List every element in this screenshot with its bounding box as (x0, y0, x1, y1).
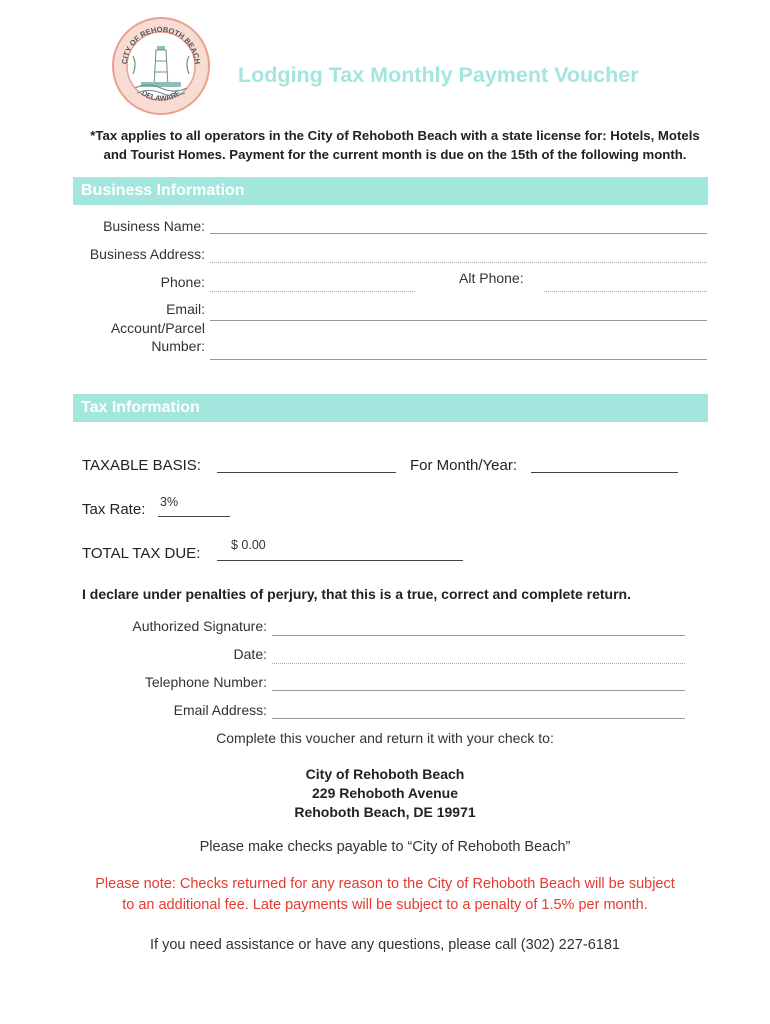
tax-rate-label: Tax Rate: (82, 501, 146, 518)
email-address-field[interactable] (272, 718, 685, 719)
mailing-address (0, 765, 770, 822)
assistance-text: If you need assistance or have any questions, please call (302) 227-6181 (150, 937, 620, 953)
perjury-declaration: I declare under penalties of perjury, that this is a true, correct and complete return. (82, 586, 631, 602)
account-parcel-label: Account/Parcel (110, 320, 205, 336)
month-year-field[interactable] (531, 472, 678, 473)
telephone-number-label: Telephone Number: (144, 674, 267, 690)
tax-info-header (73, 394, 708, 422)
address-line-2: 229 Rehoboth Avenue (312, 785, 458, 801)
business-address-label: Business Address: (89, 246, 205, 262)
city-seal-logo (111, 16, 211, 116)
note-line-2: to an additional fee. Late payments will be subject to a penalty of 1.5% per month. (122, 897, 648, 913)
telephone-number-field[interactable] (272, 690, 685, 691)
business-name-field[interactable] (210, 233, 707, 234)
phone-field[interactable] (210, 291, 415, 292)
intro-line-2: and Tourist Homes. Payment for the current month is due on the 15th of the following month. (103, 147, 687, 162)
intro-line-1: *Tax applies to all operators in the City of Rehoboth Beach with a state license for: Hotels, Motels (90, 128, 700, 143)
month-year-label: For Month/Year: (410, 457, 517, 474)
alt-phone-label: Alt Phone: (459, 270, 524, 286)
authorized-signature-label: Authorized Signature: (132, 618, 267, 634)
date-field[interactable] (272, 663, 685, 664)
return-instructions: Complete this voucher and return it with your check to: (216, 730, 554, 746)
taxable-basis-field[interactable] (217, 472, 396, 473)
business-info-heading: Business Information (81, 182, 245, 199)
total-tax-due-value: $ 0.00 (231, 538, 266, 552)
address-line-1: City of Rehoboth Beach (305, 766, 465, 782)
tax-rate-field[interactable] (158, 516, 230, 517)
alt-phone-field[interactable] (544, 291, 707, 292)
account-parcel-field[interactable] (210, 359, 707, 360)
address-line-3: Rehoboth Beach, DE 19971 (294, 804, 476, 820)
tax-info-heading: Tax Information (81, 399, 200, 416)
account-number-label: Number: (151, 338, 205, 354)
authorized-signature-field[interactable] (272, 635, 685, 636)
business-name-label: Business Name: (103, 218, 205, 234)
note-line-1: Please note: Checks returned for any reason to the City of Rehoboth Beach will be subject (95, 876, 675, 892)
email-label: Email: (166, 301, 205, 317)
seal-bottom-text: DELAWARE (139, 88, 183, 103)
business-address-field[interactable] (210, 262, 707, 263)
date-label: Date: (233, 646, 267, 662)
payable-to-text: Please make checks payable to “City of Rehoboth Beach” (199, 839, 571, 855)
email-address-label: Email Address: (173, 702, 267, 718)
late-payment-note (0, 874, 770, 916)
total-tax-due-label: TOTAL TAX DUE: (82, 545, 201, 562)
total-tax-due-field[interactable] (217, 560, 463, 561)
business-info-header (73, 177, 708, 205)
email-field[interactable] (210, 320, 707, 321)
seal-top-text: CITY OF REHOBOTH BEACH (119, 24, 203, 65)
taxable-basis-label: TAXABLE BASIS: (82, 457, 201, 474)
intro-text (60, 126, 730, 164)
phone-label: Phone: (160, 274, 205, 290)
page-title: Lodging Tax Monthly Payment Voucher (238, 63, 639, 87)
tax-rate-value: 3% (160, 495, 179, 509)
